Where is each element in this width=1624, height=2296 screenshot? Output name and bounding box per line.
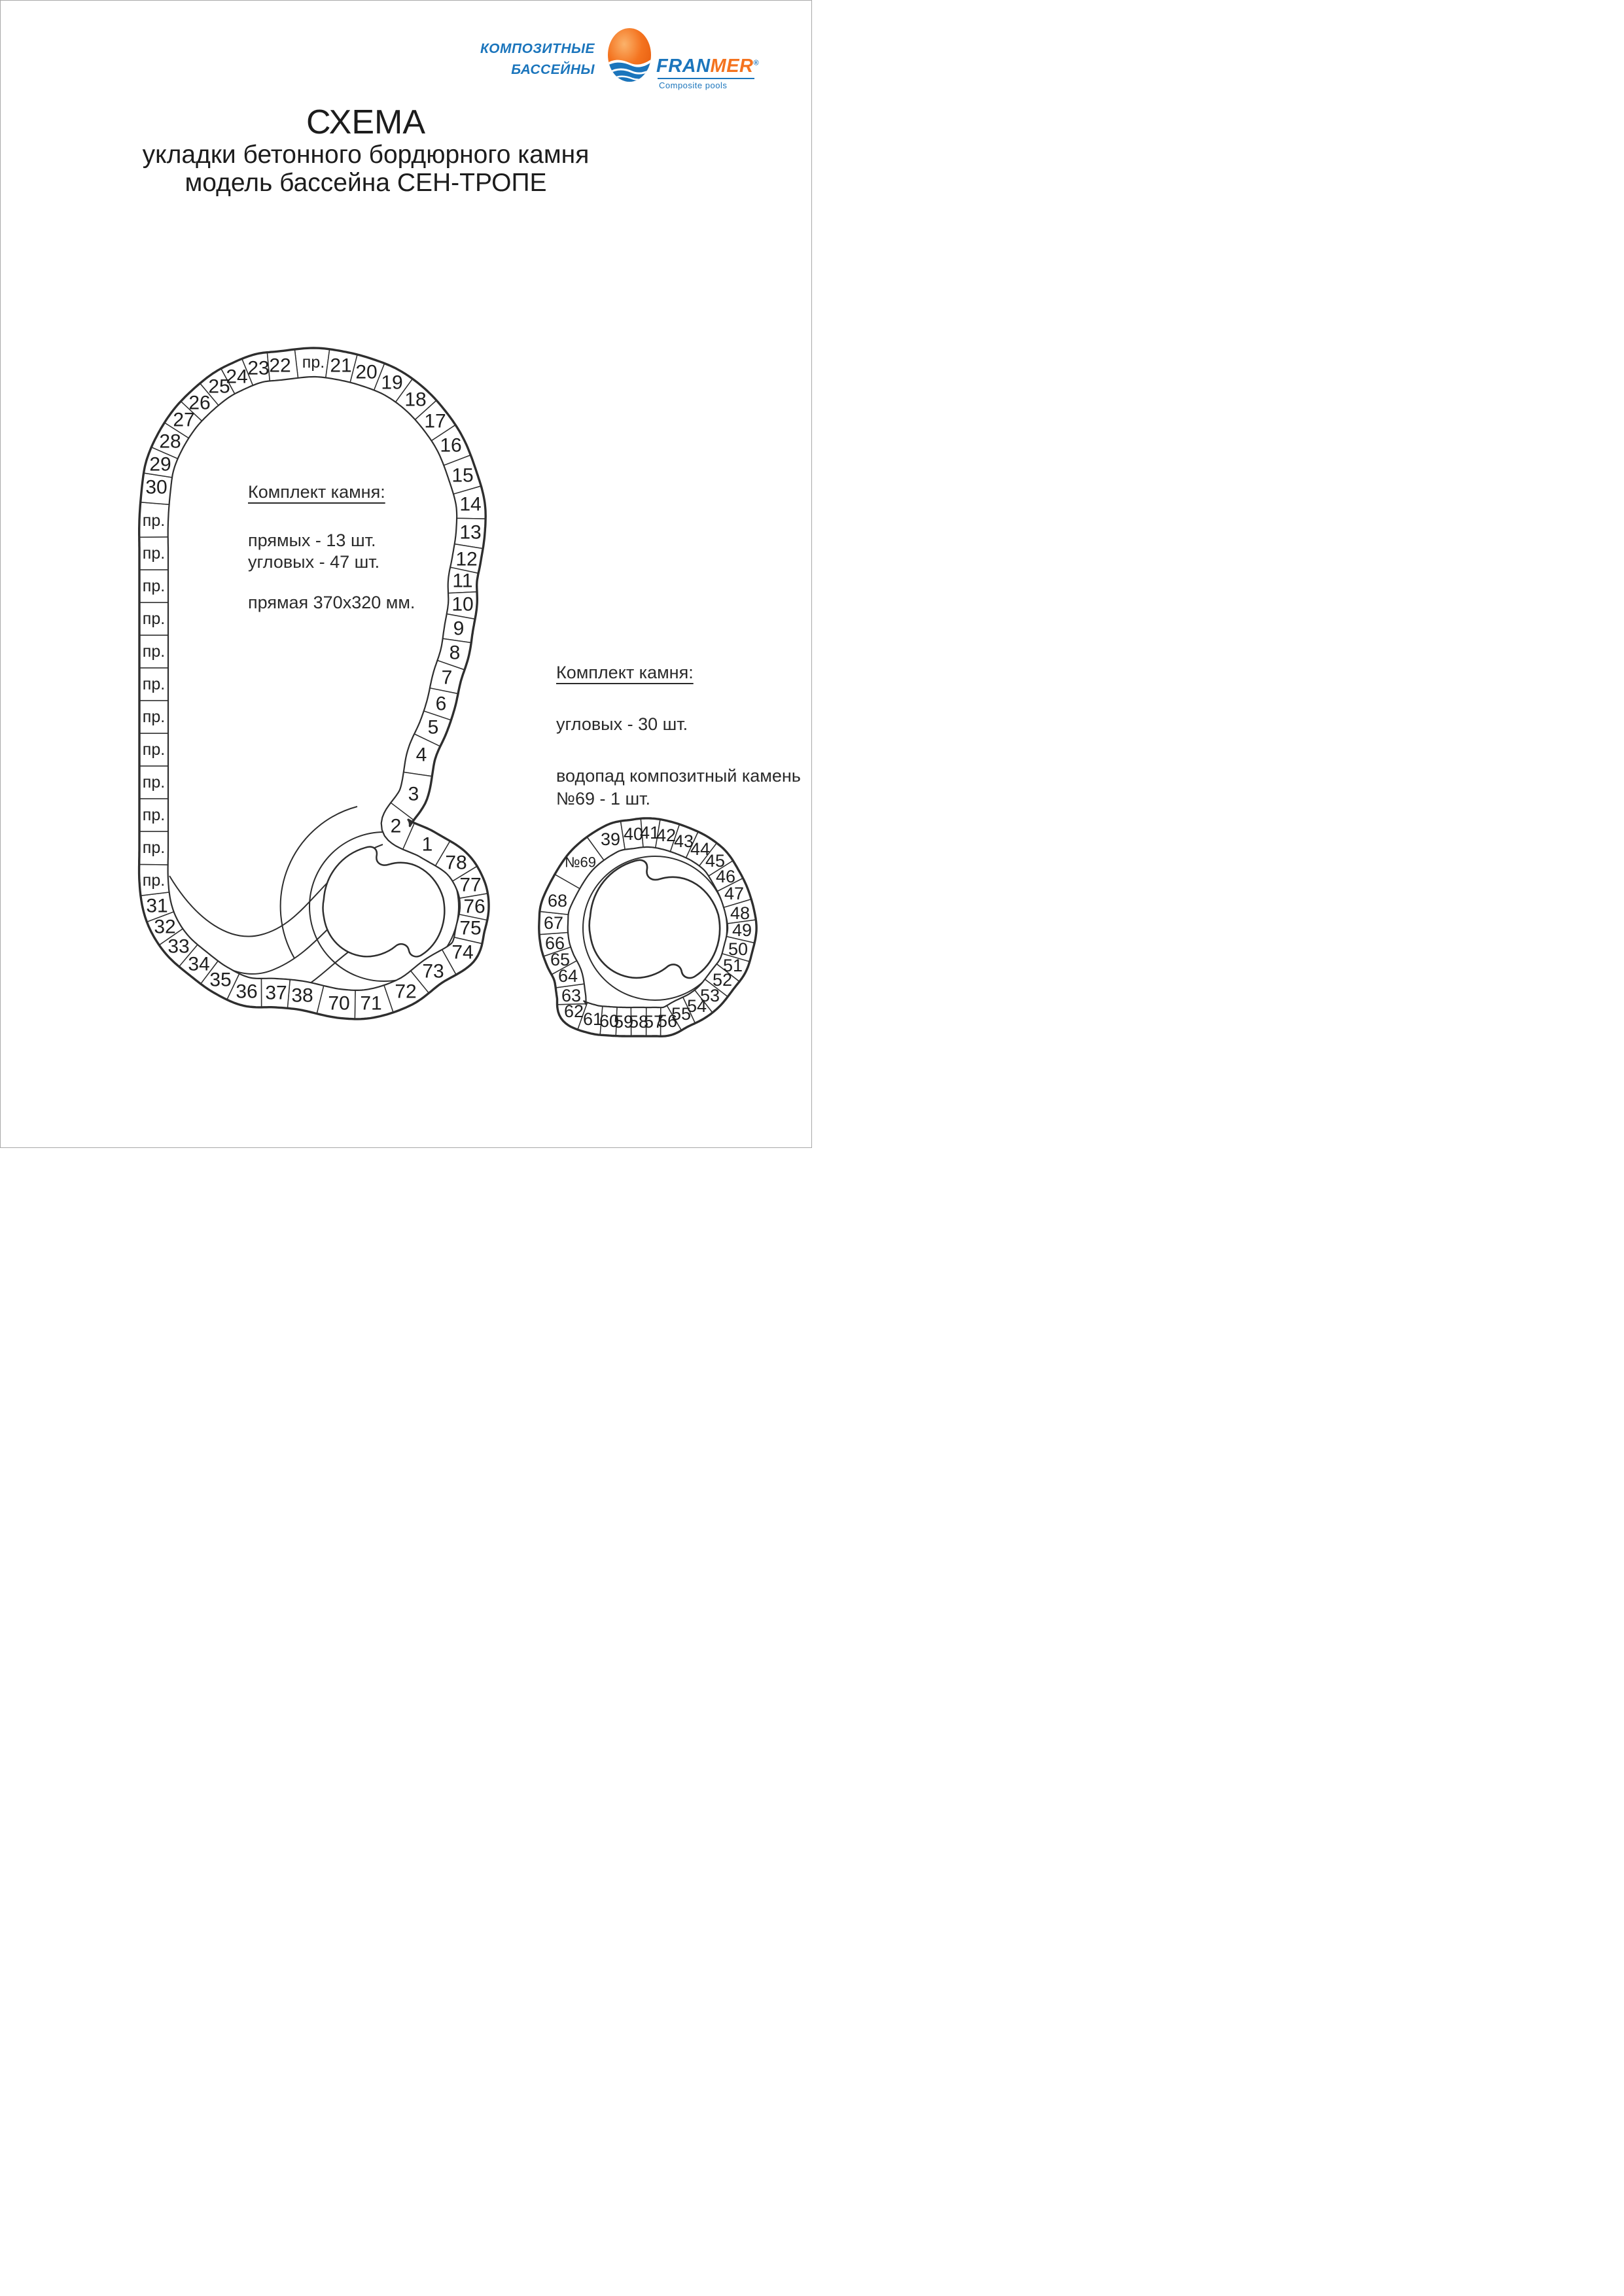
- legend-spa: [556, 663, 801, 810]
- main-pool-segment-label: 13: [459, 521, 482, 544]
- logo-line-2: БАССЕЙНЫ: [511, 61, 595, 77]
- logo-line-1: КОМПОЗИТНЫЕ: [480, 41, 595, 56]
- legend-spa-title: Комплект камня:: [556, 663, 694, 682]
- main-pool-segment-label: 25: [208, 375, 230, 398]
- main-pool-segment-label: 29: [149, 453, 171, 476]
- main-pool-segment-label: пр.: [142, 806, 166, 824]
- spa-diagram: [539, 818, 756, 1036]
- legend-spa-note: [556, 765, 801, 810]
- main-pool-segment-label: 18: [404, 389, 427, 411]
- main-pool-segment-label: 19: [381, 372, 403, 394]
- main-pool-segment-label: 11: [452, 570, 473, 592]
- spa-segment-label: 49: [732, 920, 752, 940]
- spa-segment-label: 57: [643, 1012, 664, 1032]
- main-pool-segment-label: 75: [459, 917, 482, 939]
- main-pool-segment-label: 74: [451, 941, 474, 964]
- spa-segment-label: 52: [712, 970, 733, 990]
- main-pool-segment-label: 4: [415, 744, 427, 766]
- spa-segment-label: 59: [613, 1012, 634, 1032]
- main-pool-segment-label: 8: [449, 642, 461, 664]
- spa-segment-label: 41: [639, 823, 660, 843]
- spa-segment-label: 40: [623, 824, 644, 844]
- main-pool-segment-label: 23: [247, 357, 270, 379]
- spa-segment-label: 39: [600, 829, 621, 849]
- main-pool-segment-label: 77: [459, 874, 482, 896]
- main-pool-segment-label: 78: [445, 852, 467, 874]
- main-pool-segment-label: 6: [435, 693, 447, 715]
- main-pool-segment-label: 28: [159, 430, 181, 453]
- main-pool-segment-label: пр.: [142, 512, 166, 530]
- spa-segment-label: 53: [699, 986, 720, 1005]
- main-pool-segment-label: пр.: [142, 839, 166, 857]
- main-pool-segment-label: 36: [236, 981, 258, 1003]
- brand-tagline: Composite pools: [659, 80, 728, 90]
- spa-water-contour: [323, 847, 444, 957]
- main-pool-segment-label: 73: [422, 960, 444, 983]
- spa-segment-label: 44: [690, 839, 711, 859]
- legend-main-item-corner: угловых - 47 шт.: [248, 551, 380, 572]
- main-pool-segment-label: 35: [209, 969, 232, 991]
- main-pool-diagram: [139, 348, 489, 1019]
- title-line-3: модель бассейна СЕН-ТРОПЕ: [185, 168, 547, 197]
- main-pool-segment-label: 16: [440, 434, 462, 457]
- main-pool-segment-label: 71: [360, 992, 382, 1015]
- main-pool-segment-label: 34: [188, 953, 210, 975]
- spa-segment-label: 63: [561, 986, 582, 1005]
- spa-segment-label: 46: [715, 867, 736, 886]
- main-pool-segment-label: 14: [459, 493, 482, 515]
- spa-segment-label: 47: [724, 884, 745, 903]
- main-pool-segment-label: 3: [408, 783, 419, 805]
- main-pool-segment-label: 32: [154, 916, 176, 938]
- main-pool-segment-label: пр.: [142, 642, 166, 661]
- main-pool-segment-label: 38: [291, 984, 313, 1007]
- spa-segment-label: 65: [550, 950, 571, 969]
- spa-segment-label: 67: [543, 913, 564, 933]
- spa-segment-label: 58: [628, 1012, 649, 1032]
- main-pool-segment-label: 7: [441, 667, 453, 689]
- spa2-water-contour: [590, 860, 720, 978]
- spa-segment-label: 66: [544, 933, 565, 953]
- main-pool-segment-label: 12: [455, 548, 478, 570]
- spa-segment-label: 60: [599, 1011, 620, 1031]
- spa-segment-label: 51: [722, 956, 743, 975]
- main-pool-segment-label: пр.: [142, 577, 166, 595]
- spa-segment-label: 62: [563, 1001, 584, 1021]
- legend-main-pool: [248, 482, 415, 613]
- main-pool-segment-label: 20: [355, 361, 378, 383]
- main-pool-segment-label: 31: [146, 895, 168, 917]
- brand-mer: MER: [710, 56, 754, 77]
- spa-segment-label: №69: [564, 854, 597, 871]
- main-pool-segment-label: 5: [427, 716, 439, 739]
- main-pool-segment-label: 26: [188, 392, 211, 414]
- legend-main-title: Комплект камня:: [248, 482, 385, 502]
- title-line-1: СХЕМА: [306, 103, 425, 141]
- registered-mark: ®: [753, 59, 760, 67]
- legend-main-item-straight: прямых - 13 шт.: [248, 531, 376, 550]
- main-pool-segment-label: 37: [265, 982, 287, 1004]
- main-pool-segment-label: 21: [330, 355, 352, 377]
- main-pool-segment-label: 70: [328, 992, 350, 1015]
- brand-fran: FRAN: [656, 56, 711, 77]
- main-pool-segment-label: 33: [168, 935, 190, 958]
- spa-segment-label: 56: [657, 1011, 678, 1031]
- main-pool-segment-label: пр.: [142, 675, 166, 693]
- spa-segment-label: 64: [557, 966, 578, 986]
- main-pool-segment-label: 17: [424, 410, 446, 432]
- main-pool-segment-label: пр.: [142, 773, 166, 791]
- main-pool-segment-label: 10: [451, 593, 474, 616]
- spa-segment-label: 61: [582, 1009, 603, 1029]
- main-pool-segment-label: 72: [395, 981, 417, 1003]
- title-line-2: укладки бетонного бордюрного камня: [142, 141, 590, 169]
- spa-segment-label: 45: [705, 851, 726, 871]
- spa-segment-label: 68: [547, 891, 568, 911]
- legend-spa-note-line1: водопад композитный камень: [556, 766, 801, 786]
- main-pool-segment-label: пр.: [142, 871, 166, 890]
- main-pool-segment-label: пр.: [142, 740, 166, 759]
- spa-segment-label: 50: [728, 939, 749, 959]
- main-pool-segment-label: 15: [451, 464, 474, 487]
- spa-segment-label: 55: [671, 1004, 692, 1024]
- legend-spa-note-line2: №69 - 1 шт.: [556, 789, 651, 809]
- legend-main-note: прямая 370х320 мм.: [248, 592, 415, 612]
- main-pool-segment-label: 22: [269, 355, 291, 377]
- legend-main-items: [248, 530, 415, 573]
- spa-segment-label: 42: [656, 826, 677, 845]
- spa-segment-label: 48: [730, 903, 750, 923]
- legend-spa-item-corner: угловых - 30 шт.: [556, 714, 688, 734]
- main-pool-segment-label: пр.: [142, 544, 166, 563]
- main-pool-segment-label: пр.: [302, 353, 325, 372]
- spa-segment-label: 54: [686, 996, 707, 1016]
- schema-page: [0, 0, 812, 1148]
- main-pool-segment-label: 1: [421, 833, 433, 856]
- main-pool-segment-label: 76: [463, 896, 485, 918]
- main-pool-segment-label: 30: [145, 476, 168, 498]
- spa-segment-label: 43: [673, 831, 694, 851]
- main-pool-segment-label: 27: [173, 409, 195, 431]
- main-pool-segment-label: 2: [390, 815, 402, 837]
- main-pool-segment-label: 24: [226, 366, 248, 388]
- main-pool-segment-label: 9: [453, 617, 465, 640]
- main-pool-segment-label: пр.: [142, 610, 166, 628]
- main-pool-segment-label: пр.: [142, 708, 166, 726]
